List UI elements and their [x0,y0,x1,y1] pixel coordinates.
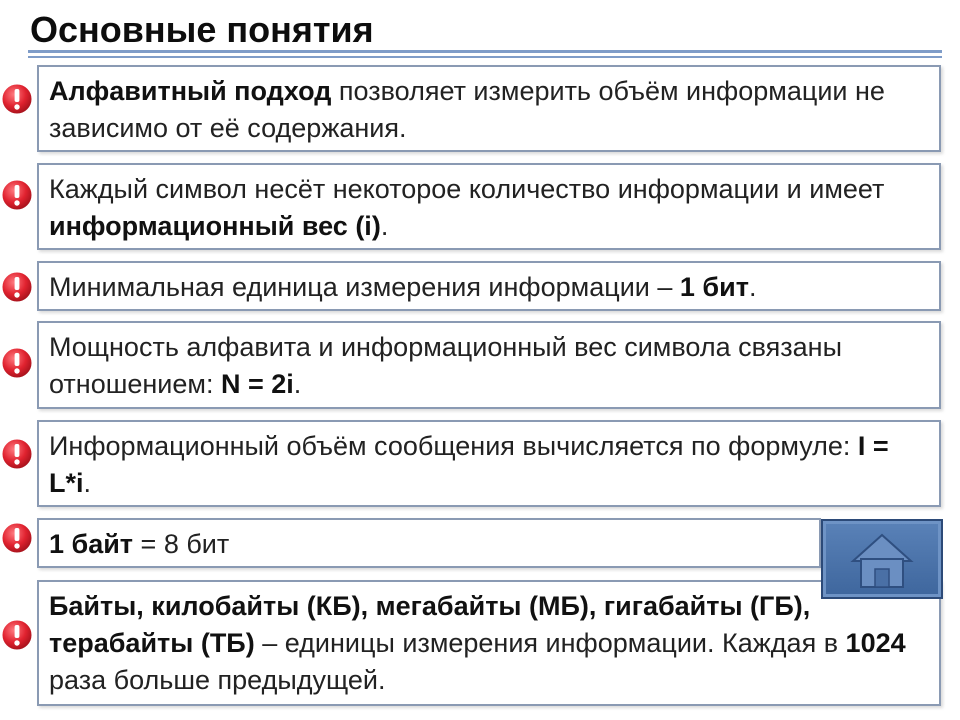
concept-box-message-volume [37,420,941,507]
concept-box-minimal-unit [37,261,941,311]
exclamation-icon [0,346,34,380]
exclamation-icon [0,270,34,304]
concept-text-end: . [748,272,757,302]
concept-box-alphabetic-approach [37,65,941,152]
concept-term: Байты, килобайты (КБ), мегабайты (МБ), гигабайты (ГБ), терабайты (ТБ) [49,591,811,658]
concept-text: – единицы измерения информации. Каждая в [254,628,846,658]
concept-box-byte [37,518,821,568]
concept-box-information-weight [37,163,941,250]
concept-term: Алфавитный подход [49,76,332,106]
concept-text: Минимальная единица измерения информации – [49,272,680,302]
exclamation-icon [0,82,34,116]
concept-text: позволяет измерить объём информации не зависимо от её содержания. [49,76,885,143]
exclamation-icon [0,618,34,652]
concept-text: Мощность алфавита и информационный вес символа связаны отношением: [49,332,842,399]
concept-text-end: раза больше предыдущей. [49,665,386,695]
concept-text-end: . [83,468,92,498]
home-button[interactable] [821,519,943,599]
page-title: Основные понятия [30,9,374,50]
concept-text: = 8 бит [133,529,230,559]
concept-term: информационный вес (i) [49,211,381,241]
exclamation-icon [0,437,34,471]
exclamation-icon [0,521,34,555]
concept-text: Каждый символ несёт некоторое количество информации и имеет [49,174,885,204]
concept-formula: I = L*i [49,431,889,498]
title-underline-secondary [28,56,942,58]
concept-box-units [37,580,941,706]
concept-box-alphabet-power [37,321,941,409]
concept-text-end: . [293,369,302,399]
exclamation-icon [0,178,34,212]
concept-text: Информационный объём сообщения вычисляется по формуле: [49,431,858,461]
concept-number: 1024 [845,628,906,658]
title-underline [28,50,942,53]
concept-formula: N = 2i [220,369,294,399]
concept-term: 1 байт [49,529,134,559]
home-icon [823,521,941,597]
concept-term: 1 бит [679,272,749,302]
concept-text-end: . [380,211,389,241]
